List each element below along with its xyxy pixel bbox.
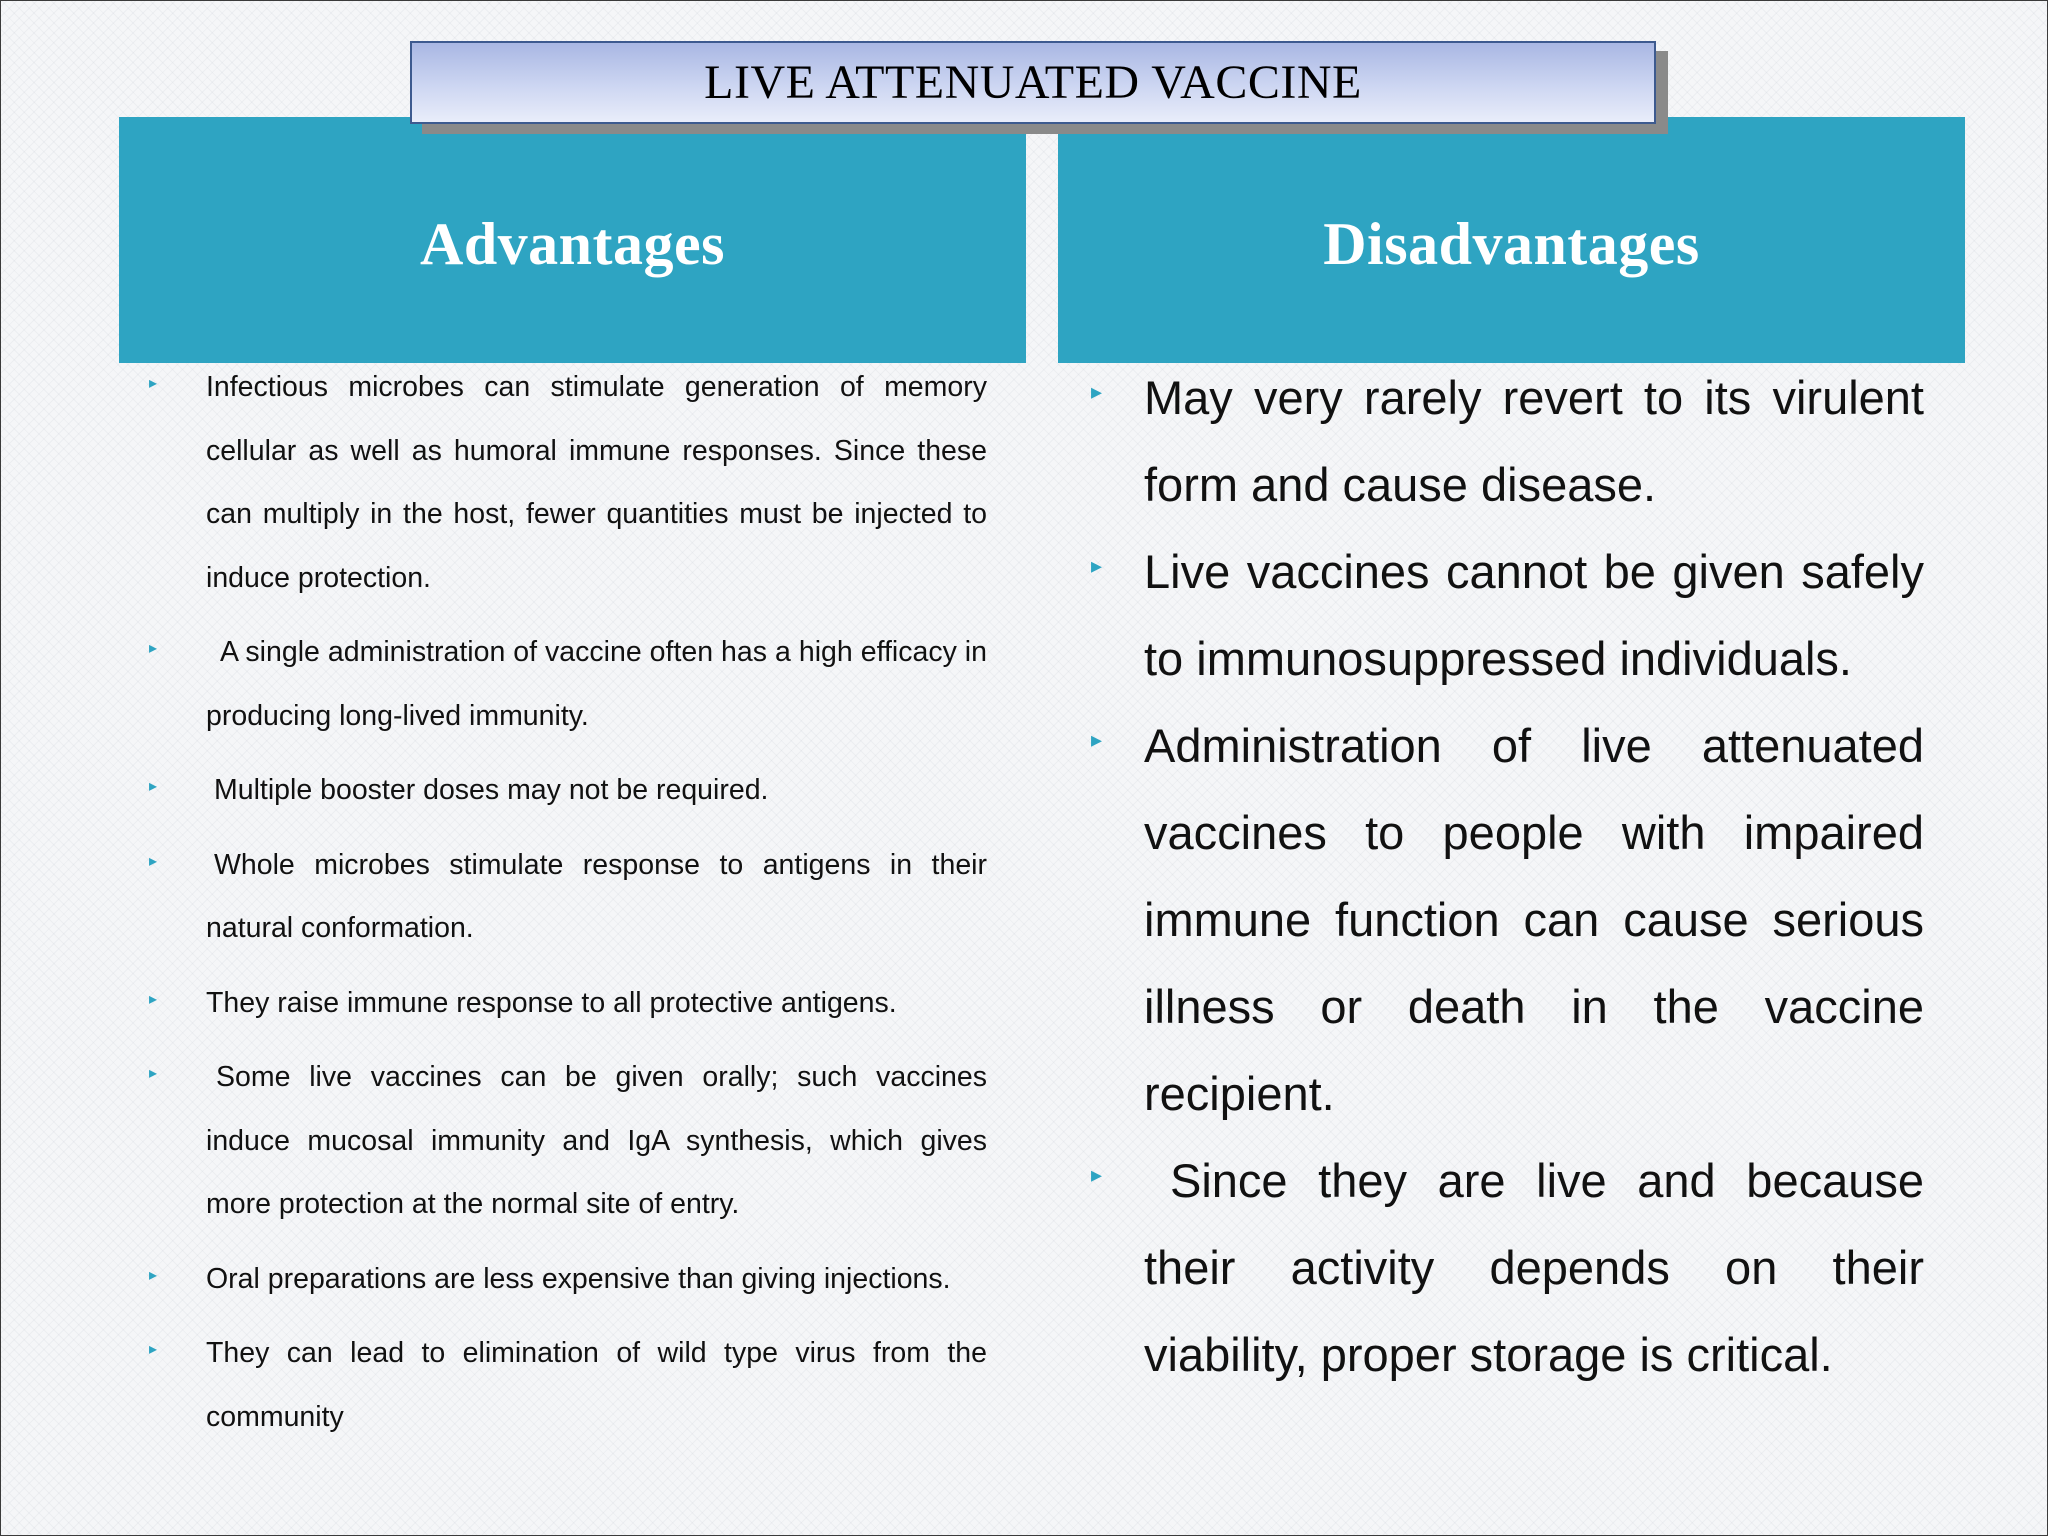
advantage-item	[149, 759, 987, 823]
advantage-text: They can lead to elimination of wild type virus from the community	[206, 1337, 987, 1433]
slide-title: LIVE ATTENUATED VACCINE	[704, 56, 1362, 109]
advantages-heading: Advantages	[419, 210, 726, 277]
bullet-icon: ▸	[1091, 379, 1103, 404]
disadvantage-text: Since they are live and because their activity depends on their viability, proper storage is critical.	[1144, 1154, 1924, 1381]
advantage-text: A single administration of vaccine often has a high efficacy in producing long-lived immunity.	[206, 636, 987, 732]
advantage-item	[149, 1322, 987, 1449]
advantage-item	[149, 1248, 987, 1312]
bullet-icon: ▸	[1091, 553, 1103, 578]
advantages-header	[119, 117, 1026, 363]
advantages-list	[149, 356, 987, 1460]
disadvantage-item	[1091, 702, 1924, 1137]
title-box	[410, 41, 1656, 124]
advantage-item	[149, 621, 987, 748]
bullet-icon: ▸	[149, 640, 158, 657]
disadvantage-item	[1091, 354, 1924, 528]
advantage-item	[149, 834, 987, 961]
disadvantages-list	[1091, 354, 1924, 1398]
advantage-item	[149, 972, 987, 1036]
advantage-item	[149, 1046, 987, 1237]
disadvantage-text: Live vaccines cannot be given safely to immunosuppressed individuals.	[1144, 545, 1924, 685]
bullet-icon: ▸	[149, 1266, 158, 1284]
advantage-text: Some live vaccines can be given orally; such vaccines induce mucosal immunity and IgA synthesis, which gives more protection at the normal site of entry.	[206, 1061, 987, 1220]
disadvantage-text: May very rarely revert to its virulent form and cause disease.	[1144, 371, 1924, 511]
advantage-text: Multiple booster doses may not be required.	[214, 774, 769, 806]
disadvantages-header	[1058, 117, 1965, 363]
bullet-icon: ▸	[149, 1065, 158, 1082]
advantage-item	[149, 356, 987, 610]
bullet-icon: ▸	[1091, 727, 1103, 752]
advantage-text: They raise immune response to all protective antigens.	[206, 986, 897, 1019]
bullet-icon: ▸	[149, 375, 158, 392]
disadvantage-item	[1091, 1137, 1924, 1398]
disadvantage-item	[1091, 528, 1924, 702]
bullet-icon: ▸	[149, 990, 158, 1008]
disadvantage-text: Administration of live attenuated vaccines to people with impaired immune function can cause serious illness or death in the vaccine recipient.	[1144, 719, 1924, 1120]
advantage-text: Infectious microbes can stimulate generation of memory cellular as well as humoral immune responses. Since these can multiply in the host, fewer quantities must be injected to induce protection.	[206, 371, 987, 594]
disadvantages-heading: Disadvantages	[1323, 210, 1700, 277]
bullet-icon: ▸	[149, 852, 158, 870]
bullet-icon: ▸	[149, 1341, 158, 1358]
bullet-icon: ▸	[1091, 1162, 1103, 1187]
advantage-text: Whole microbes stimulate response to antigens in their natural conformation.	[206, 848, 987, 944]
advantage-text: Oral preparations are less expensive than giving injections.	[206, 1262, 951, 1295]
bullet-icon: ▸	[149, 778, 158, 795]
